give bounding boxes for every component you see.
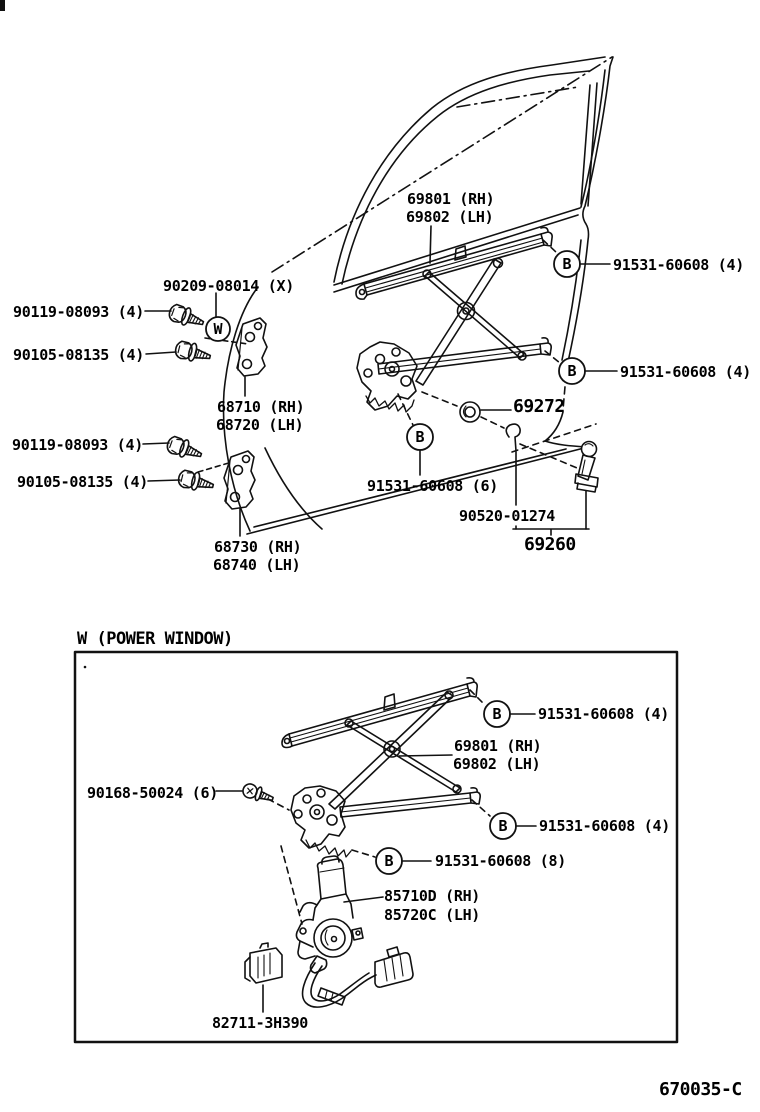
marker-circles-inset: [376, 701, 536, 874]
inset-header: W (POWER WINDOW): [77, 629, 233, 649]
part-label-bolt-lower-1: 90119-08093 (4): [12, 436, 143, 454]
marker-w: W: [213, 320, 223, 338]
marker-b-1: B: [562, 255, 572, 273]
motor-harness-icon: [303, 947, 413, 1007]
door-hinge-upper-icon: [236, 318, 267, 396]
regulator-bolt-inset-icon: [216, 782, 275, 805]
part-label-screw-b-middle: 91531-60608 (4): [620, 363, 751, 381]
door-panel-outline: [223, 57, 613, 534]
part-label-grommet: 69272: [513, 396, 565, 417]
part-label-hinge-upper-rh: 68710 (RH): [217, 398, 305, 416]
part-label-bolt-upper-1: 90119-08093 (4): [13, 303, 144, 321]
harness-connector-icon: [245, 943, 282, 1012]
part-label-regulator-rh: 69801 (RH): [407, 190, 495, 208]
part-label-regulator-lh: 69802 (LH): [406, 208, 494, 226]
part-label-hinge-lower-lh: 68740 (LH): [213, 556, 301, 574]
drawing-code: 670035-C: [659, 1079, 742, 1100]
part-label-inset-screw-b-3: 91531-60608 (8): [435, 852, 566, 870]
window-regulator-inset: [282, 678, 480, 857]
part-label-inset-bolt: 90168-50024 (6): [87, 784, 218, 802]
scan-artifact: [0, 0, 5, 11]
part-label-connector: 82711-3H390: [212, 1014, 309, 1032]
part-label-inset-screw-b-1: 91531-60608 (4): [538, 705, 669, 723]
part-label-inset-regulator-lh: 69802 (LH): [453, 755, 541, 773]
part-label-inset-regulator-rh: 69801 (RH): [454, 737, 542, 755]
part-label-screw-b-lower: 91531-60608 (6): [367, 477, 498, 495]
marker-b-4: B: [492, 705, 502, 723]
marker-b-2: B: [567, 362, 577, 380]
part-label-handle: 69260: [524, 534, 576, 555]
part-label-inset-screw-b-2: 91531-60608 (4): [539, 817, 670, 835]
marker-b-6: B: [384, 852, 394, 870]
power-window-motor-icon: [296, 856, 383, 973]
part-label-bolt-upper-2: 90105-08135 (4): [13, 346, 144, 364]
marker-b-5: B: [498, 817, 508, 835]
part-label-bolt-lower-2: 90105-08135 (4): [17, 473, 148, 491]
marker-b-3: B: [415, 428, 425, 446]
part-label-motor-lh: 85720C (LH): [384, 906, 481, 924]
part-label-washer: 90520-01274: [459, 507, 556, 525]
part-label-screw-x: 90209-08014 (X): [163, 277, 294, 295]
part-label-screw-b-upper: 91531-60608 (4): [613, 256, 744, 274]
part-label-hinge-lower-rh: 68730 (RH): [214, 538, 302, 556]
part-label-motor-rh: 85710D (RH): [384, 887, 481, 905]
part-label-hinge-upper-lh: 68720 (LH): [216, 416, 304, 434]
